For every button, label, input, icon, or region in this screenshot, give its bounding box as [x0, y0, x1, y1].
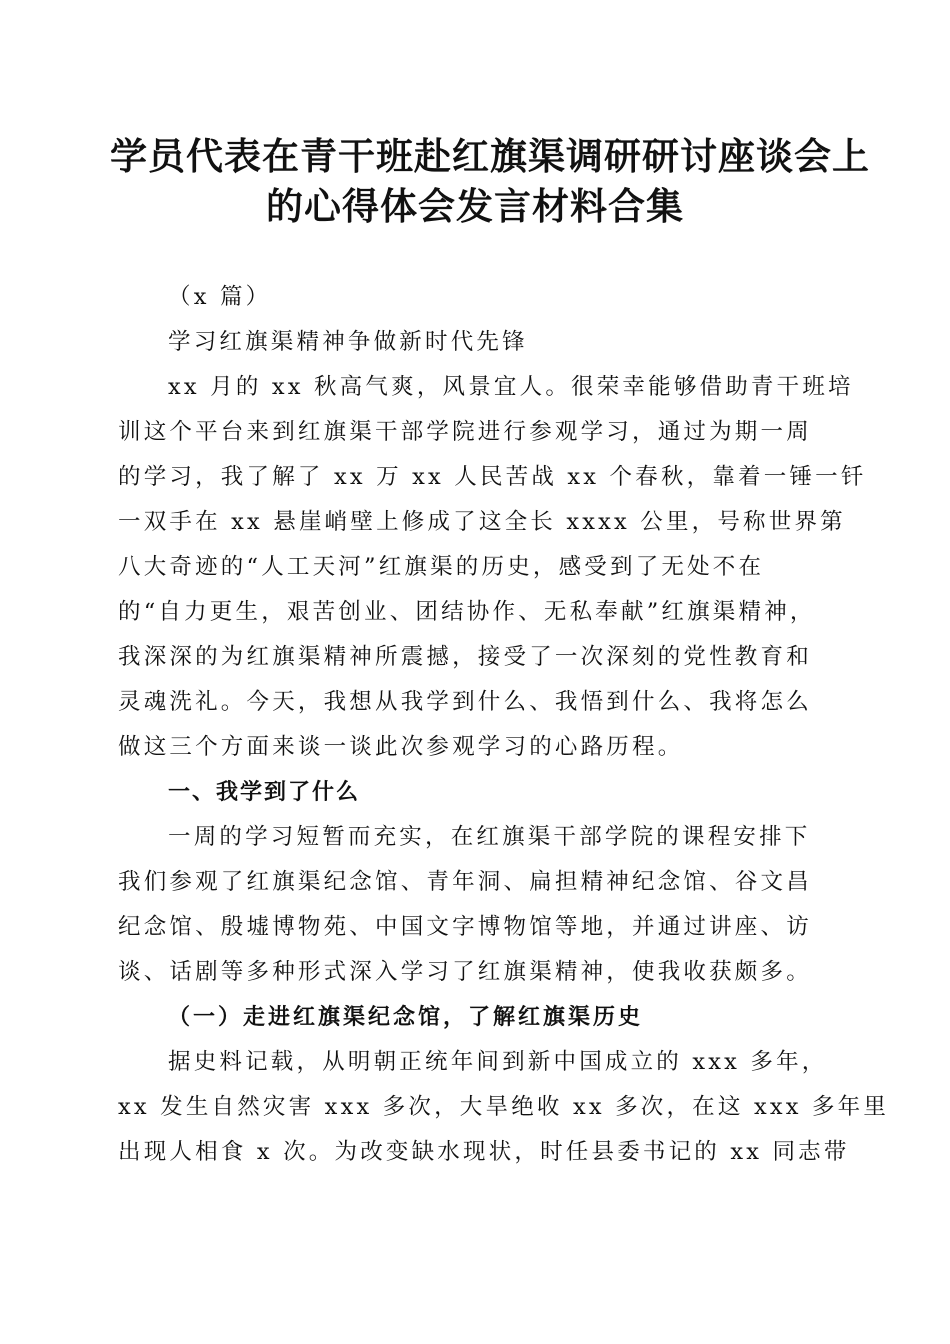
intro-line: 一双手在 xx 悬崖峭壁上修成了这全长 xxxx 公里，号称世界第	[118, 509, 846, 535]
document-title	[110, 132, 870, 232]
title-line-1: 学员代表在青干班赴红旗渠调研研讨座谈会上	[110, 135, 870, 178]
subsection1-line: 据史料记载，从明朝正统年间到新中国成立的 xxx 多年，	[168, 1049, 828, 1075]
intro-line: 做这三个方面来谈一谈此次参观学习的心路历程。	[118, 734, 684, 760]
intro-line: 训这个平台来到红旗渠干部学院进行参观学习，通过为期一周	[118, 419, 812, 445]
intro-line: 的学习，我了解了 xx 万 xx 人民苦战 xx 个春秋，靠着一锤一钎	[118, 464, 867, 490]
intro-paragraph	[118, 365, 867, 770]
subsection1-line: xx 发生自然灾害 xxx 多次，大旱绝收 xx 多次，在这 xxx 多年里	[118, 1094, 890, 1120]
intro-line: 的“自力更生，艰苦创业、团结协作、无私奉献”红旗渠精神，	[118, 599, 816, 625]
section-heading-1: 一、我学到了什么	[168, 780, 361, 805]
document-body	[118, 275, 890, 1175]
title-line-2: 的心得体会发言材料合集	[266, 185, 684, 228]
count-note: （x 篇）	[168, 284, 272, 310]
subsection-heading-1: （一）走进红旗渠纪念馆，了解红旗渠历史	[168, 1004, 644, 1030]
subsection1-line: 出现人相食 x 次。为改变缺水现状，时任县委书记的 xx 同志带	[118, 1139, 850, 1165]
subsection1-paragraph	[118, 1040, 890, 1175]
section1-paragraph	[118, 815, 824, 995]
intro-line: 我深深的为红旗渠精神所震撼，接受了一次深刻的党性教育和	[118, 644, 812, 670]
section1-line: 纪念馆、殷墟博物苑、中国文字博物馆等地，并通过讲座、访	[118, 914, 812, 940]
section1-line: 我们参观了红旗渠纪念馆、青年洞、扁担精神纪念馆、谷文昌	[118, 869, 812, 895]
intro-line: 灵魂洗礼。今天，我想从我学到什么、我悟到什么、我将怎么	[118, 689, 812, 715]
section1-line: 一周的学习短暂而充实，在红旗渠干部学院的课程安排下	[168, 824, 811, 850]
intro-line: 八大奇迹的“人工天河”红旗渠的历史，感受到了无处不在	[118, 554, 765, 580]
subtitle: 学习红旗渠精神争做新时代先锋	[168, 329, 528, 355]
intro-line: xx 月的 xx 秋高气爽，风景宜人。很荣幸能够借助青干班培	[168, 374, 854, 400]
section1-line: 谈、话剧等多种形式深入学习了红旗渠精神，使我收获颇多。	[118, 959, 812, 985]
